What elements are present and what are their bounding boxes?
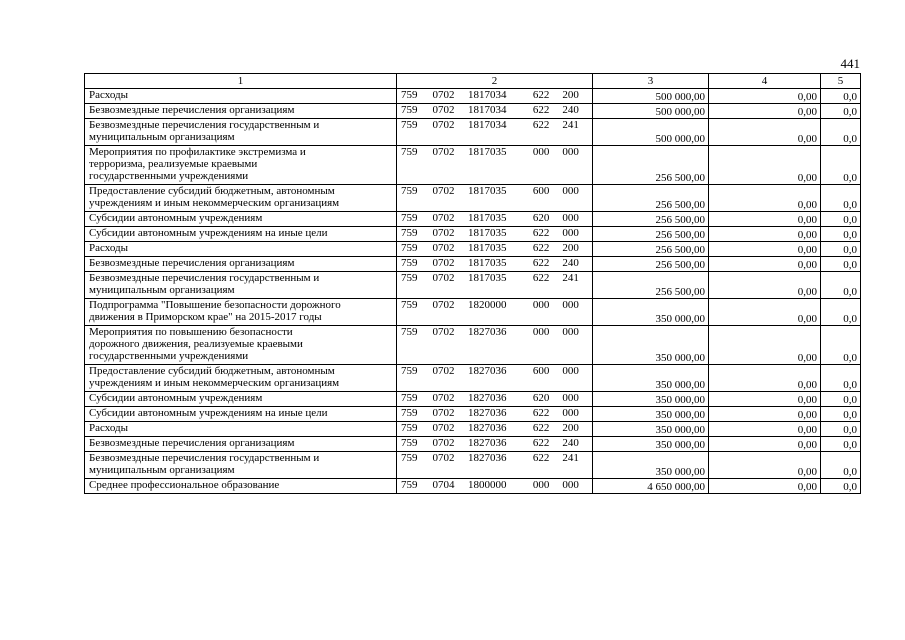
row-name: [85, 479, 397, 494]
row-col-4: 0,00: [709, 437, 821, 452]
row-name-line: Субсидии автономным учреждениям на иные цели: [89, 407, 328, 419]
row-name: [85, 437, 397, 452]
row-col-5: 0,0: [821, 104, 861, 119]
row-name-line: муниципальным организациям: [89, 464, 235, 476]
row-name: [85, 407, 397, 422]
row-name: [85, 326, 397, 365]
code-section: 0702: [432, 407, 455, 419]
code-grbs: 759: [401, 212, 418, 224]
row-col-5: 0,0: [821, 422, 861, 437]
row-col-5: 0,0: [821, 299, 861, 326]
code-section: 0702: [432, 212, 455, 224]
row-codes: [397, 146, 593, 185]
row-name: [85, 422, 397, 437]
row-codes: [397, 437, 593, 452]
code-grbs: 759: [401, 479, 418, 491]
code-vr: 000: [532, 326, 550, 338]
code-vr: 622: [532, 242, 550, 254]
code-grbs: 759: [401, 365, 418, 377]
row-col-5: 0,0: [821, 272, 861, 299]
code-section: 0702: [432, 326, 455, 338]
code-article: 1827036: [467, 437, 507, 449]
row-codes: [397, 272, 593, 299]
row-col-5: 0,0: [821, 119, 861, 146]
row-name-line: Расходы: [89, 422, 128, 434]
row-col-4: 0,00: [709, 407, 821, 422]
code-ek: 000: [562, 326, 579, 338]
row-col-4: 0,00: [709, 299, 821, 326]
row-name-line: Среднее профессиональное образование: [89, 479, 280, 491]
table-body: [85, 89, 861, 494]
row-codes: [397, 479, 593, 494]
code-grbs: 759: [401, 257, 418, 269]
row-name-line: Субсидии автономным учреждениям на иные цели: [89, 227, 328, 239]
row-name-line: Подпрограмма "Повышение безопасности дорожного: [89, 299, 341, 311]
code-section: 0702: [432, 452, 455, 464]
row-col-4: 0,00: [709, 212, 821, 227]
code-grbs: 759: [401, 299, 418, 311]
row-name-line: Предоставление субсидий бюджетным, автономным: [89, 365, 335, 377]
row-name: [85, 212, 397, 227]
row-name: [85, 392, 397, 407]
row-col-5: 0,0: [821, 365, 861, 392]
code-grbs: 759: [401, 437, 418, 449]
code-vr: 600: [532, 365, 550, 377]
code-section: 0702: [432, 272, 455, 284]
row-name: [85, 227, 397, 242]
code-grbs: 759: [401, 452, 418, 464]
code-ek: 000: [562, 365, 579, 377]
row-codes: [397, 242, 593, 257]
table-row: [85, 119, 861, 146]
code-article: 1827036: [467, 422, 507, 434]
code-article: 1817035: [467, 212, 507, 224]
code-grbs: 759: [401, 242, 418, 254]
row-col-5: 0,0: [821, 479, 861, 494]
code-ek: 000: [562, 185, 579, 197]
row-col-5: 0,0: [821, 89, 861, 104]
row-col-5: 0,0: [821, 392, 861, 407]
row-name-line: учреждениям и иным некоммерческим организациям: [89, 377, 340, 389]
row-codes: [397, 185, 593, 212]
table-row: [85, 272, 861, 299]
code-ek: 240: [562, 104, 579, 116]
row-codes: [397, 422, 593, 437]
row-col-4: 0,00: [709, 104, 821, 119]
row-name-line: государственными учреждениями: [89, 350, 249, 362]
row-col-4: 0,00: [709, 257, 821, 272]
row-col-5: 0,0: [821, 185, 861, 212]
row-amount: 256 500,00: [593, 227, 709, 242]
row-amount: 350 000,00: [593, 437, 709, 452]
table-row: [85, 146, 861, 185]
code-section: 0702: [432, 119, 455, 131]
row-amount: 350 000,00: [593, 422, 709, 437]
row-amount: 350 000,00: [593, 299, 709, 326]
code-ek: 240: [562, 437, 579, 449]
row-name: [85, 104, 397, 119]
code-section: 0702: [432, 299, 455, 311]
table-header-row: [85, 74, 861, 89]
code-section: 0704: [432, 479, 455, 491]
row-amount: 256 500,00: [593, 257, 709, 272]
code-vr: 622: [532, 104, 550, 116]
row-amount: 350 000,00: [593, 326, 709, 365]
table-row: [85, 422, 861, 437]
row-col-5: 0,0: [821, 326, 861, 365]
row-col-4: 0,00: [709, 326, 821, 365]
code-article: 1817034: [467, 104, 507, 116]
row-col-4: 0,00: [709, 452, 821, 479]
row-name-line: государственными учреждениями: [89, 170, 249, 182]
code-section: 0702: [432, 185, 455, 197]
row-name: [85, 146, 397, 185]
table-row: [85, 365, 861, 392]
code-vr: 000: [532, 146, 550, 158]
table-row: [85, 212, 861, 227]
row-codes: [397, 326, 593, 365]
budget-table: [84, 73, 861, 494]
code-article: 1827036: [467, 452, 507, 464]
table-row: [85, 407, 861, 422]
row-name-line: Безвозмездные перечисления организациям: [89, 437, 295, 449]
row-amount: 4 650 000,00: [593, 479, 709, 494]
code-vr: 000: [532, 299, 550, 311]
row-codes: [397, 452, 593, 479]
row-amount: 350 000,00: [593, 392, 709, 407]
code-article: 1800000: [467, 479, 507, 491]
code-section: 0702: [432, 365, 455, 377]
code-ek: 200: [562, 89, 579, 101]
row-col-4: 0,00: [709, 365, 821, 392]
row-name: [85, 272, 397, 299]
code-vr: 620: [532, 212, 550, 224]
code-section: 0702: [432, 392, 455, 404]
table-row: [85, 227, 861, 242]
code-ek: 000: [562, 479, 579, 491]
row-codes: [397, 119, 593, 146]
code-ek: 200: [562, 422, 579, 434]
table-row: [85, 104, 861, 119]
code-ek: 000: [562, 227, 579, 239]
row-amount: 256 500,00: [593, 212, 709, 227]
code-section: 0702: [432, 146, 455, 158]
row-name: [85, 299, 397, 326]
header-col-3: 3: [593, 74, 709, 89]
code-section: 0702: [432, 257, 455, 269]
row-name: [85, 89, 397, 104]
code-grbs: 759: [401, 407, 418, 419]
code-article: 1827036: [467, 365, 507, 377]
code-article: 1827036: [467, 326, 507, 338]
row-name-line: Безвозмездные перечисления государственным и: [89, 272, 320, 284]
row-name-line: Безвозмездные перечисления организациям: [89, 257, 295, 269]
row-name-line: движения в Приморском крае" на 2015-2017 годы: [89, 311, 322, 323]
code-grbs: 759: [401, 104, 418, 116]
row-col-4: 0,00: [709, 146, 821, 185]
code-vr: 000: [532, 479, 550, 491]
code-article: 1827036: [467, 407, 507, 419]
row-col-5: 0,0: [821, 437, 861, 452]
code-vr: 622: [532, 257, 550, 269]
code-grbs: 759: [401, 272, 418, 284]
table-row: [85, 185, 861, 212]
code-grbs: 759: [401, 89, 418, 101]
header-col-4: 4: [709, 74, 821, 89]
code-article: 1817035: [467, 257, 507, 269]
code-grbs: 759: [401, 326, 418, 338]
code-ek: 000: [562, 407, 579, 419]
row-name: [85, 242, 397, 257]
table-row: [85, 242, 861, 257]
code-section: 0702: [432, 89, 455, 101]
row-amount: 256 500,00: [593, 242, 709, 257]
code-grbs: 759: [401, 422, 418, 434]
row-name-line: Безвозмездные перечисления организациям: [89, 104, 295, 116]
row-name: [85, 452, 397, 479]
code-ek: 241: [562, 272, 579, 284]
code-vr: 622: [532, 272, 550, 284]
row-codes: [397, 365, 593, 392]
code-section: 0702: [432, 437, 455, 449]
code-section: 0702: [432, 104, 455, 116]
row-col-4: 0,00: [709, 89, 821, 104]
row-col-4: 0,00: [709, 242, 821, 257]
row-amount: 500 000,00: [593, 119, 709, 146]
table-row: [85, 437, 861, 452]
row-name-line: Субсидии автономным учреждениям: [89, 212, 263, 224]
code-ek: 000: [562, 212, 579, 224]
row-codes: [397, 89, 593, 104]
row-name-line: дорожного движения, реализуемые краевыми: [89, 338, 303, 350]
table-row: [85, 452, 861, 479]
code-article: 1820000: [467, 299, 507, 311]
row-amount: 256 500,00: [593, 146, 709, 185]
row-name: [85, 257, 397, 272]
code-grbs: 759: [401, 119, 418, 131]
row-col-4: 0,00: [709, 422, 821, 437]
code-ek: 200: [562, 242, 579, 254]
row-codes: [397, 257, 593, 272]
row-amount: 350 000,00: [593, 365, 709, 392]
row-name-line: муниципальным организациям: [89, 284, 235, 296]
code-vr: 622: [532, 89, 550, 101]
row-name: [85, 365, 397, 392]
row-col-4: 0,00: [709, 119, 821, 146]
row-col-4: 0,00: [709, 272, 821, 299]
code-article: 1817035: [467, 242, 507, 254]
code-vr: 620: [532, 392, 550, 404]
code-section: 0702: [432, 422, 455, 434]
page-number: 441: [840, 56, 860, 71]
row-col-4: 0,00: [709, 392, 821, 407]
row-col-5: 0,0: [821, 242, 861, 257]
code-ek: 000: [562, 299, 579, 311]
row-codes: [397, 104, 593, 119]
header-col-2: 2: [397, 74, 593, 89]
code-vr: 622: [532, 422, 550, 434]
code-ek: 000: [562, 392, 579, 404]
code-article: 1817035: [467, 227, 507, 239]
row-codes: [397, 407, 593, 422]
code-ek: 000: [562, 146, 579, 158]
code-ek: 241: [562, 452, 579, 464]
row-name-line: Безвозмездные перечисления государственным и: [89, 119, 320, 131]
code-article: 1827036: [467, 392, 507, 404]
code-article: 1817035: [467, 185, 507, 197]
row-name-line: Мероприятия по повышению безопасности: [89, 326, 293, 338]
code-vr: 622: [532, 407, 550, 419]
code-grbs: 759: [401, 392, 418, 404]
code-vr: 622: [532, 452, 550, 464]
row-amount: 500 000,00: [593, 89, 709, 104]
row-codes: [397, 227, 593, 242]
row-amount: 500 000,00: [593, 104, 709, 119]
row-name-line: учреждениям и иным некоммерческим организациям: [89, 197, 340, 209]
code-vr: 622: [532, 227, 550, 239]
code-article: 1817035: [467, 146, 507, 158]
code-section: 0702: [432, 227, 455, 239]
row-codes: [397, 299, 593, 326]
table-row: [85, 299, 861, 326]
code-vr: 622: [532, 437, 550, 449]
code-article: 1817034: [467, 119, 507, 131]
table-row: [85, 89, 861, 104]
row-col-5: 0,0: [821, 146, 861, 185]
row-amount: 256 500,00: [593, 272, 709, 299]
code-vr: 622: [532, 119, 550, 131]
code-ek: 240: [562, 257, 579, 269]
row-name-line: терроризма, реализуемые краевыми: [89, 158, 258, 170]
row-name-line: муниципальным организациям: [89, 131, 235, 143]
table-row: [85, 326, 861, 365]
row-amount: 350 000,00: [593, 407, 709, 422]
row-col-4: 0,00: [709, 185, 821, 212]
code-section: 0702: [432, 242, 455, 254]
row-name-line: Мероприятия по профилактике экстремизма и: [89, 146, 306, 158]
row-col-5: 0,0: [821, 452, 861, 479]
row-col-4: 0,00: [709, 227, 821, 242]
row-amount: 256 500,00: [593, 185, 709, 212]
code-article: 1817034: [467, 89, 507, 101]
row-name-line: Расходы: [89, 242, 128, 254]
code-grbs: 759: [401, 227, 418, 239]
header-col-5: 5: [821, 74, 861, 89]
header-col-1: 1: [85, 74, 397, 89]
code-grbs: 759: [401, 185, 418, 197]
row-col-4: 0,00: [709, 479, 821, 494]
row-col-5: 0,0: [821, 407, 861, 422]
row-name-line: Предоставление субсидий бюджетным, автономным: [89, 185, 335, 197]
row-codes: [397, 392, 593, 407]
row-codes: [397, 212, 593, 227]
row-name-line: Безвозмездные перечисления государственным и: [89, 452, 320, 464]
table-row: [85, 257, 861, 272]
row-amount: 350 000,00: [593, 452, 709, 479]
row-col-5: 0,0: [821, 227, 861, 242]
row-name: [85, 119, 397, 146]
code-grbs: 759: [401, 146, 418, 158]
code-vr: 600: [532, 185, 550, 197]
table-row: [85, 392, 861, 407]
table-row: [85, 479, 861, 494]
row-name-line: Субсидии автономным учреждениям: [89, 392, 263, 404]
row-col-5: 0,0: [821, 257, 861, 272]
row-name-line: Расходы: [89, 89, 128, 101]
row-name: [85, 185, 397, 212]
row-col-5: 0,0: [821, 212, 861, 227]
code-article: 1817035: [467, 272, 507, 284]
code-ek: 241: [562, 119, 579, 131]
